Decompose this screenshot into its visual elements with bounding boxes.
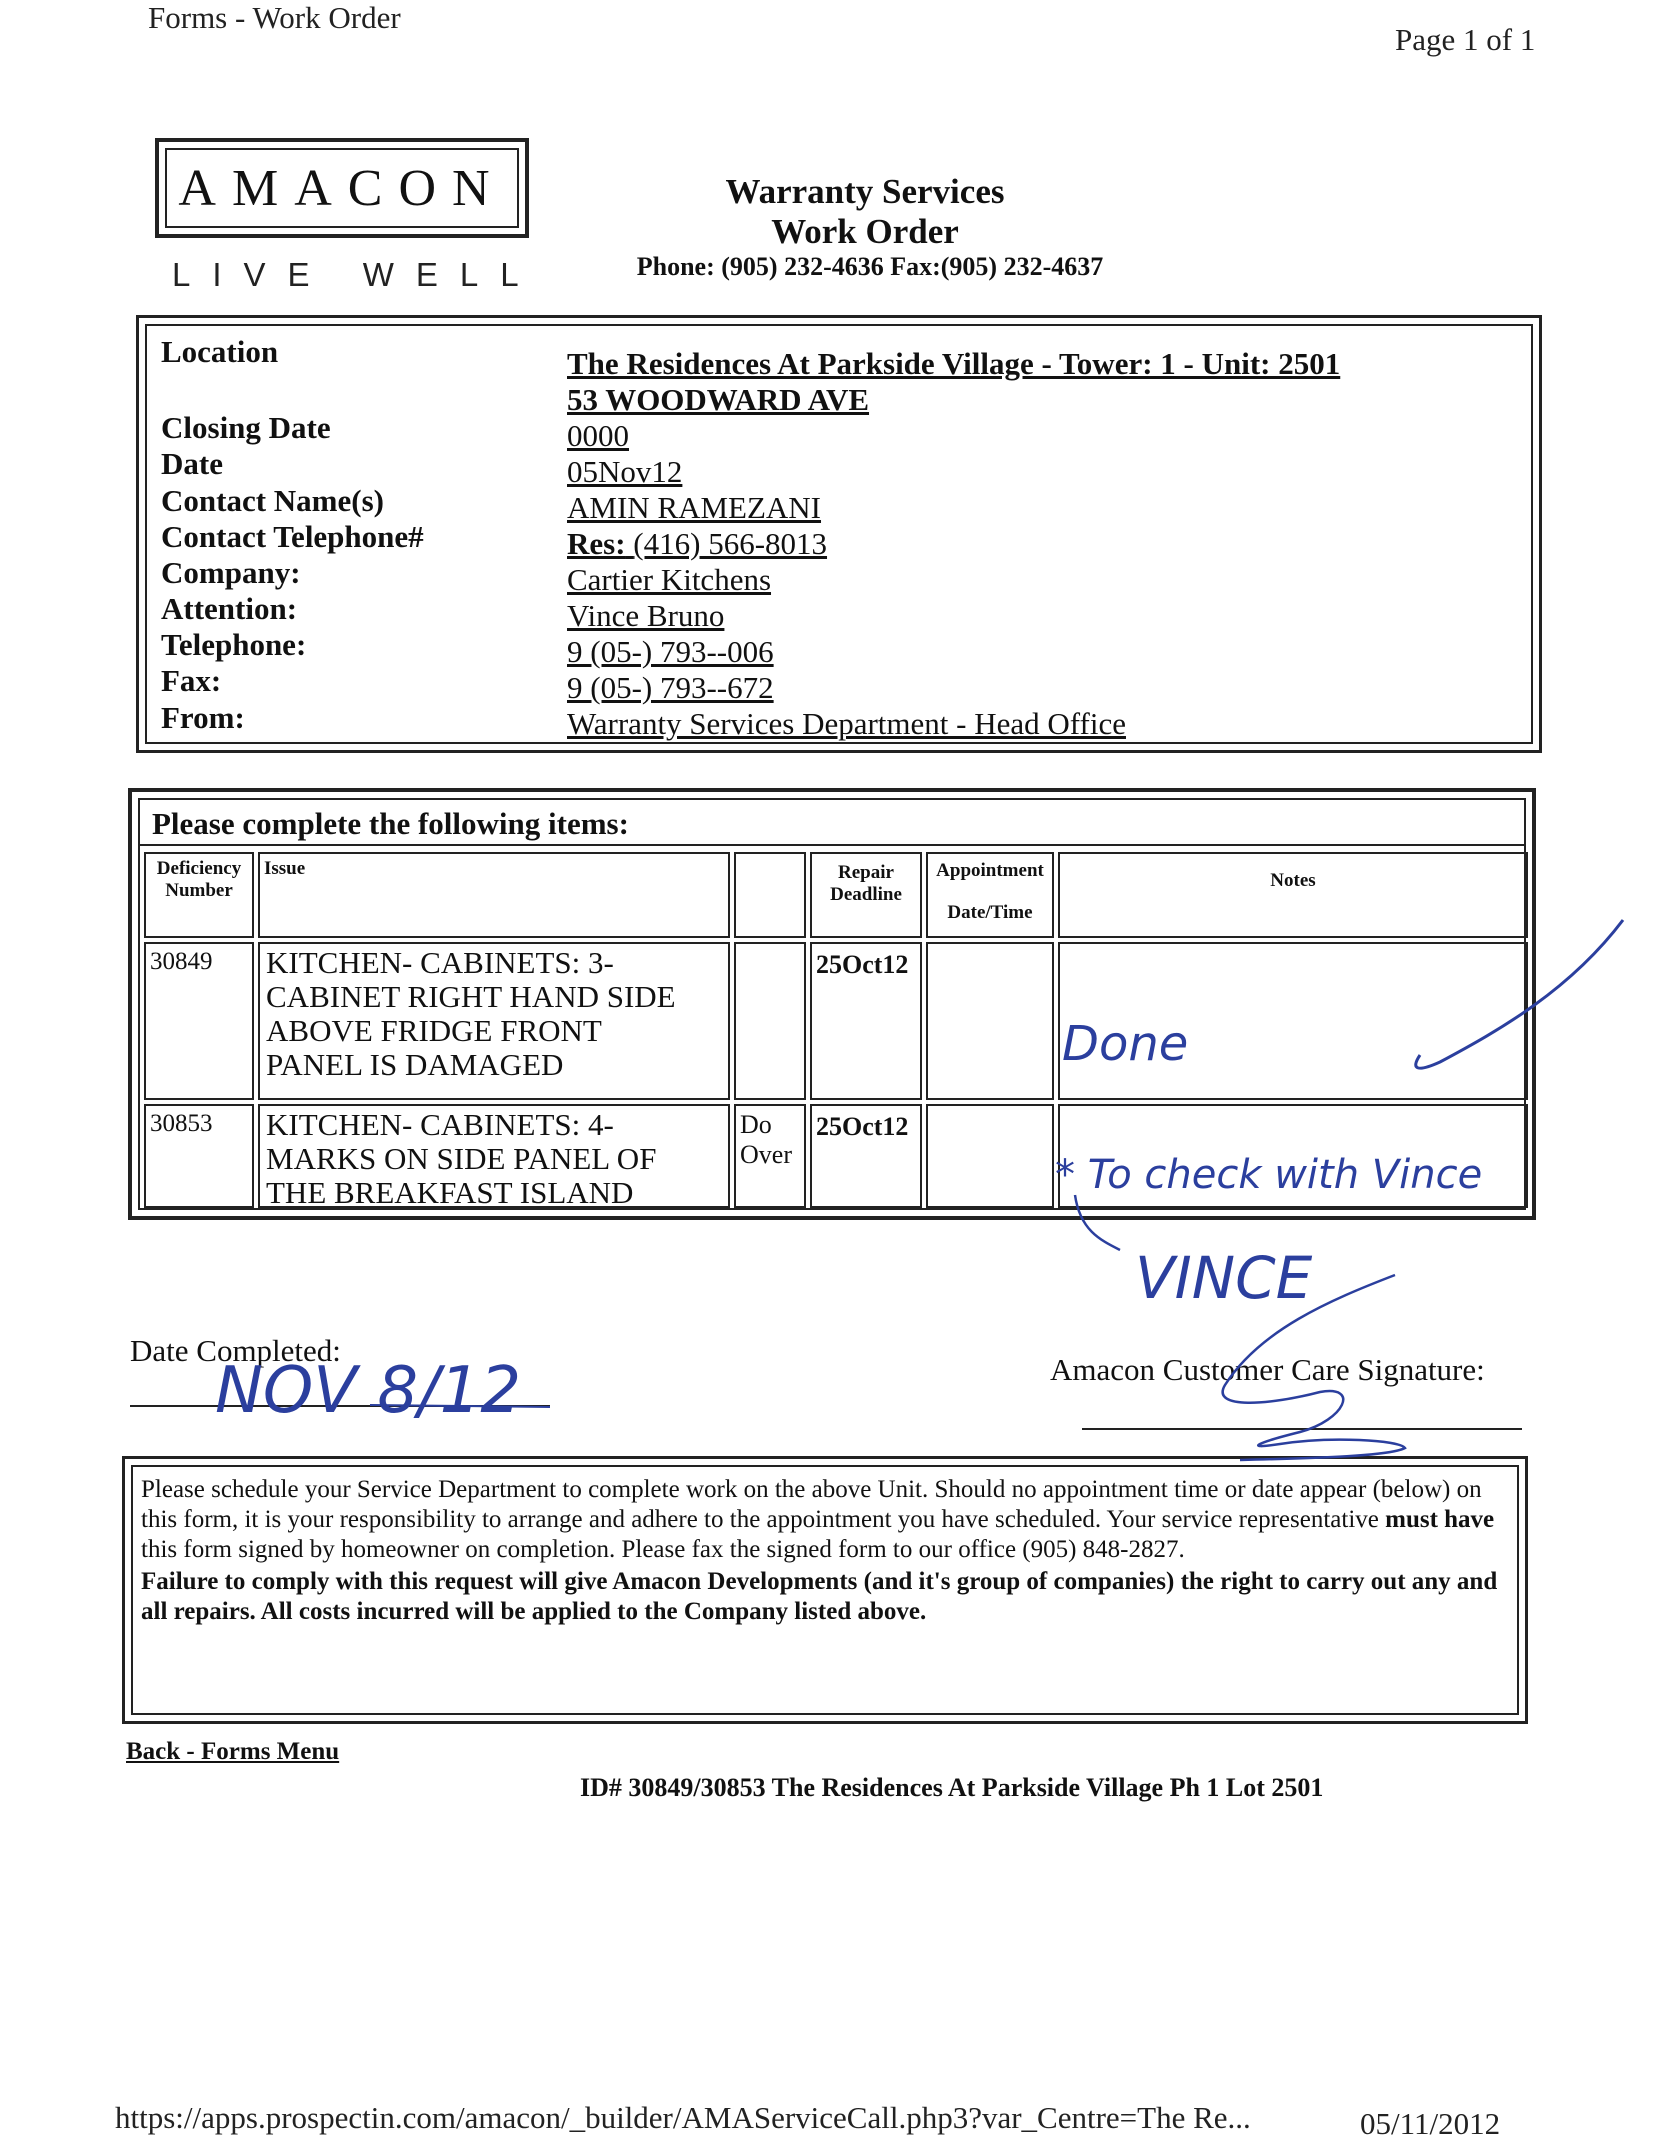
value-company: Cartier Kitchens — [567, 562, 772, 597]
phone-fax-line: Phone: (905) 232-4636 Fax:(905) 232-4637 — [636, 252, 1104, 281]
value-closing-date: 0000 — [567, 418, 629, 453]
row-2-issue-line: KITCHEN- CABINETS: 4- — [266, 1107, 614, 1142]
row-2-issue-line: MARKS ON SIDE PANEL OF — [266, 1141, 657, 1176]
contact-telephone-number: (416) 566-8013 — [633, 526, 828, 561]
label-telephone: Telephone: — [161, 627, 307, 662]
row-1-issue-line: CABINET RIGHT HAND SIDE — [266, 979, 676, 1014]
date-completed-label: Date Completed: — [130, 1333, 341, 1368]
header-deficiency-line2: Number — [165, 880, 233, 901]
row-2-issue-line: THE BREAKFAST ISLAND — [266, 1175, 634, 1210]
label-location: Location — [161, 334, 279, 369]
label-contact-names: Contact Name(s) — [161, 483, 384, 518]
check-mark-icon — [1416, 920, 1623, 1068]
label-closing-date: Closing Date — [161, 410, 331, 445]
back-forms-menu-link[interactable]: Back - Forms Menu — [126, 1738, 340, 1765]
signature-label: Amacon Customer Care Signature: — [1050, 1352, 1485, 1387]
label-attention: Attention: — [161, 591, 298, 626]
footer-url: https://apps.prospectin.com/amacon/_builder/AMAServiceCall.php3?var_Centre=The Re... — [115, 2100, 1251, 2135]
value-fax: 9 (05-) 793--672 — [567, 670, 774, 705]
value-location: The Residences At Parkside Village - Tower: 1 - Unit: 2501 — [567, 346, 1341, 381]
notice-text-a: Please schedule your Service Department to complete work on the above Unit. Should no appointment time or date appear (below) on this form, it is your responsibility to arrange and adhere to the appointment you have scheduled. Your service representative — [141, 1476, 1482, 1533]
label-fax: Fax: — [161, 663, 222, 698]
items-title: Please complete the following items: — [152, 806, 629, 841]
header-form-title: Forms - Work Order — [148, 0, 401, 35]
title-line-1: Warranty Services — [725, 172, 1005, 211]
label-date: Date — [161, 446, 223, 481]
title-line-2: Work Order — [771, 212, 959, 251]
notice-text-b: this form signed by homeowner on completion. Please fax the signed form to our office (905) 848-2827. — [141, 1536, 1185, 1563]
handwritten-note-check-vince: * To check with Vince — [1055, 1152, 1483, 1198]
value-address: 53 WOODWARD AVE — [567, 382, 870, 417]
footer-date: 05/11/2012 — [1360, 2106, 1501, 2141]
row-2-status-line1: Do — [740, 1110, 772, 1139]
label-from: From: — [161, 700, 245, 735]
row-1-number: 30849 — [150, 948, 213, 975]
notice-paragraph-2: Failure to comply with this request will give Amacon Developments (and it's group of companies) the right to carry out any and all repairs. All costs incurred will be applied to the Company listed above. — [141, 1568, 1498, 1625]
value-telephone: 9 (05-) 793--006 — [567, 634, 774, 669]
row-1-deadline: 25Oct12 — [816, 950, 909, 979]
row-1-issue-line: ABOVE FRIDGE FRONT — [266, 1013, 602, 1048]
label-company: Company: — [161, 555, 301, 590]
header-appointment-sub: Date/Time — [947, 902, 1033, 923]
value-contact-names: AMIN RAMEZANI — [567, 490, 822, 525]
page-indicator: Page 1 of 1 — [1395, 22, 1536, 57]
header-issue-label: Issue — [264, 858, 306, 879]
notice-emphasis: must have — [1385, 1506, 1495, 1533]
label-contact-telephone: Contact Telephone# — [161, 519, 424, 554]
row-2-number: 30853 — [150, 1110, 213, 1137]
header-appointment-label: Appointment — [936, 860, 1044, 881]
handwritten-date-completed: NOV 8/12 — [215, 1354, 522, 1428]
value-from: Warranty Services Department - Head Office — [567, 706, 1126, 741]
handwritten-note-done: Done — [1062, 1016, 1189, 1072]
row-1-issue-line: KITCHEN- CABINETS: 3- — [266, 945, 614, 980]
header-notes-label: Notes — [1270, 870, 1316, 891]
handwritten-signature-name: VINCE — [1135, 1244, 1313, 1312]
row-2-status-line2: Over — [740, 1140, 792, 1169]
logo-tagline: LIVE WELL — [172, 256, 541, 293]
row-2-deadline: 25Oct12 — [816, 1112, 909, 1141]
id-line: ID# 30849/30853 The Residences At Parkside Village Ph 1 Lot 2501 — [580, 1773, 1324, 1802]
annotation-connector — [1075, 1195, 1120, 1250]
value-attention: Vince Bruno — [567, 598, 725, 633]
header-deficiency-line1: Deficiency — [156, 858, 242, 879]
contact-telephone-prefix: Res: — [567, 526, 626, 561]
header-repair-line2: Deadline — [830, 884, 902, 905]
row-1-issue-line: PANEL IS DAMAGED — [266, 1047, 564, 1082]
logo-name: AMACON — [165, 148, 519, 228]
value-date: 05Nov12 — [567, 454, 683, 489]
header-repair-line1: Repair — [838, 862, 894, 883]
